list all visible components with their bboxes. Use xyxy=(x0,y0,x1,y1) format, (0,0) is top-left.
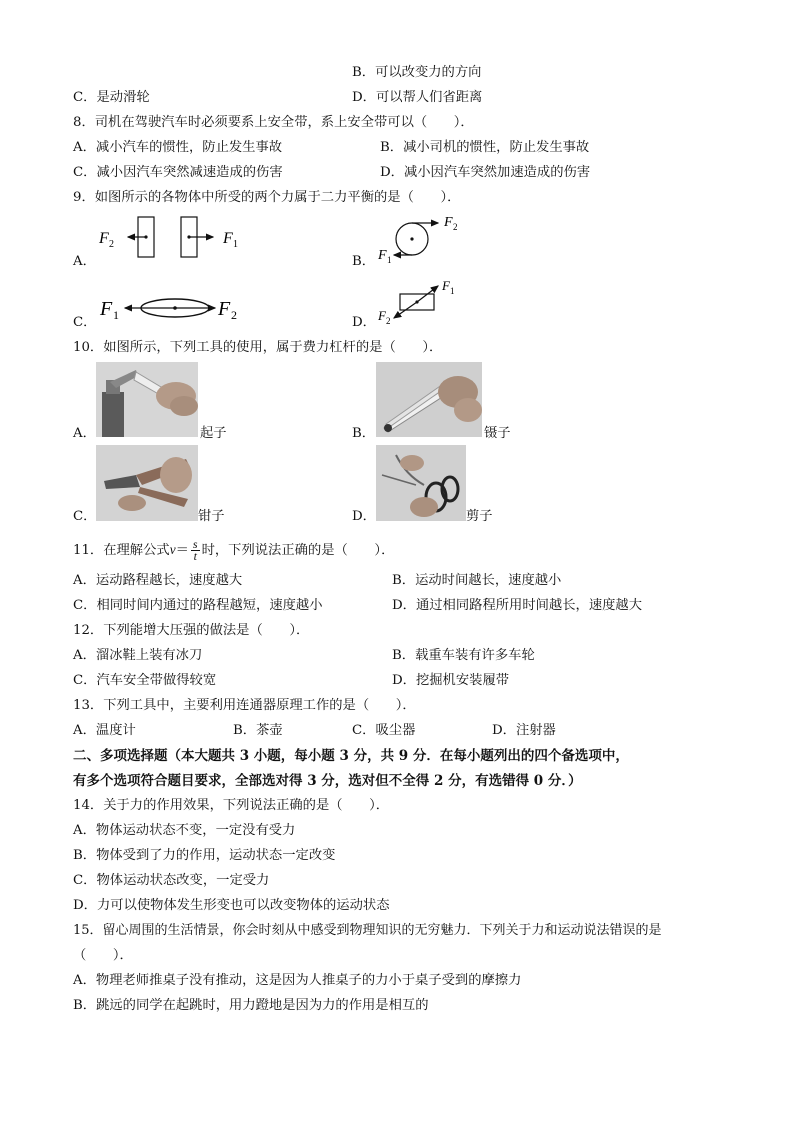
q11-stem xyxy=(73,535,394,565)
q14-option-c: C．物体运动状态改变，一定受力 xyxy=(73,873,270,888)
force-label: F xyxy=(223,230,233,247)
q9-figure-a xyxy=(95,212,255,262)
q10-label-c: C． xyxy=(73,509,97,524)
q10-label-a: A． xyxy=(73,426,96,441)
q10-stem: 10．如图所示，下列工具的使用，属于费力杠杆的是（ ）． xyxy=(73,340,443,355)
q13-option-a: A．温度计 xyxy=(73,723,136,738)
formula-numerator: s xyxy=(192,537,198,551)
q12-option-c: C．汽车安全带做得较宽 xyxy=(73,673,217,688)
q12-stem: 12．下列能增大压强的做法是（ ）． xyxy=(73,623,310,638)
q10-label-d: D． xyxy=(352,509,376,524)
caption-tweezers: 镊子 xyxy=(484,426,511,441)
q8-option-b: B．减小司机的惯性，防止发生事故 xyxy=(380,140,590,155)
q15-option-b: B．跳远的同学在起跳时，用力蹬地是因为力的作用是相互的 xyxy=(73,998,429,1013)
scissors-photo xyxy=(376,445,466,521)
q14-option-d: D．力可以使物体发生形变也可以改变物体的运动状态 xyxy=(73,898,390,913)
q13-option-c: C．吸尘器 xyxy=(352,723,416,738)
force-label: F xyxy=(444,215,453,230)
force-subscript: 2 xyxy=(453,222,458,232)
q9-label-c: C． xyxy=(73,315,97,330)
section-heading-line2: 有多个选项符合题目要求，全部选对得 3 分，选对但不全得 2 分，有选错得 0 分．） xyxy=(73,773,582,789)
q7-option-b: B．可以改变力的方向 xyxy=(352,65,482,80)
q8-option-d: D．减小因汽车突然加速造成的伤害 xyxy=(380,165,591,180)
q8-option-c: C．减小因汽车突然减速造成的伤害 xyxy=(73,165,283,180)
q15-stem-line2: （ ）． xyxy=(73,948,133,963)
q13-option-b: B．茶壶 xyxy=(233,723,283,738)
bottle-opener-photo xyxy=(96,362,198,437)
force-label: F xyxy=(378,248,387,263)
q12-option-d: D．挖掘机安装履带 xyxy=(392,673,510,688)
force-label: F xyxy=(442,280,450,293)
formula-velocity: v xyxy=(169,542,176,557)
q13-stem: 13．下列工具中，主要利用连通器原理工作的是（ ）． xyxy=(73,698,416,713)
q8-option-a: A．减小汽车的惯性，防止发生事故 xyxy=(73,140,283,155)
q9-figure-b xyxy=(372,212,472,267)
pliers-photo xyxy=(96,445,198,521)
q11-option-a: A．运动路程越长，速度越大 xyxy=(73,573,243,588)
q7-option-c: C．是动滑轮 xyxy=(73,90,150,105)
force-subscript: 1 xyxy=(387,255,392,265)
q9-figure-c xyxy=(95,290,255,330)
force-label: F xyxy=(100,298,113,320)
tweezers-photo xyxy=(376,362,482,437)
q10-label-b: B． xyxy=(352,426,376,441)
q7-option-d: D．可以帮人们省距离 xyxy=(352,90,483,105)
q9-stem: 9．如图所示的各物体中所受的两个力属于二力平衡的是（ ）． xyxy=(73,190,461,205)
force-subscript: 2 xyxy=(386,316,391,326)
force-label: F xyxy=(378,308,386,323)
force-subscript: 2 xyxy=(109,239,114,250)
q9-label-a: A． xyxy=(73,254,96,269)
section-heading-line1: 二、多项选择题（本大题共 3 小题，每小题 3 分，共 9 分．在每小题列出的四个备选项中， xyxy=(73,748,629,764)
force-subscript: 2 xyxy=(231,308,237,322)
formula-fraction xyxy=(191,539,200,562)
q9-figure-d xyxy=(372,280,472,330)
force-label: F xyxy=(218,298,231,320)
force-label: F xyxy=(99,230,109,247)
q12-option-b: B．载重车装有许多车轮 xyxy=(392,648,535,663)
q11-stem-suffix: 时，下列说法正确的是（ ）． xyxy=(201,543,395,558)
caption-bottle-opener: 起子 xyxy=(200,426,227,441)
q9-label-b: B． xyxy=(352,254,376,269)
force-subscript: 1 xyxy=(113,308,119,322)
q9-label-d: D． xyxy=(352,315,376,330)
q14-stem: 14．关于力的作用效果，下列说法正确的是（ ）． xyxy=(73,798,390,813)
q15-stem-line1: 15．留心周围的生活情景，你会时刻从中感受到物理知识的无穷魅力．下列关于力和运动说法错误的是 xyxy=(73,923,662,938)
formula-equals: ＝ xyxy=(175,543,189,558)
q8-stem: 8．司机在驾驶汽车时必须要系上安全带，系上安全带可以（ ）． xyxy=(73,115,474,130)
formula-denominator: t xyxy=(193,549,197,563)
caption-pliers: 钳子 xyxy=(198,509,225,524)
caption-scissors: 剪子 xyxy=(466,509,493,524)
force-subscript: 1 xyxy=(233,239,238,250)
q13-option-d: D．注射器 xyxy=(492,723,556,738)
q12-option-a: A．溜冰鞋上装有冰刀 xyxy=(73,648,203,663)
force-subscript: 1 xyxy=(450,286,455,296)
q11-option-b: B．运动时间越长，速度越小 xyxy=(392,573,562,588)
q11-option-d: D．通过相同路程所用时间越长，速度越大 xyxy=(392,598,643,613)
q14-option-a: A．物体运动状态不变，一定没有受力 xyxy=(73,823,296,838)
q11-option-c: C．相同时间内通过的路程越短，速度越小 xyxy=(73,598,323,613)
q14-option-b: B．物体受到了力的作用，运动状态一定改变 xyxy=(73,848,336,863)
q15-option-a: A．物理老师推桌子没有推动，这是因为人推桌子的力小于桌子受到的摩擦力 xyxy=(73,973,522,988)
q11-stem-prefix: 11．在理解公式 xyxy=(73,543,170,558)
